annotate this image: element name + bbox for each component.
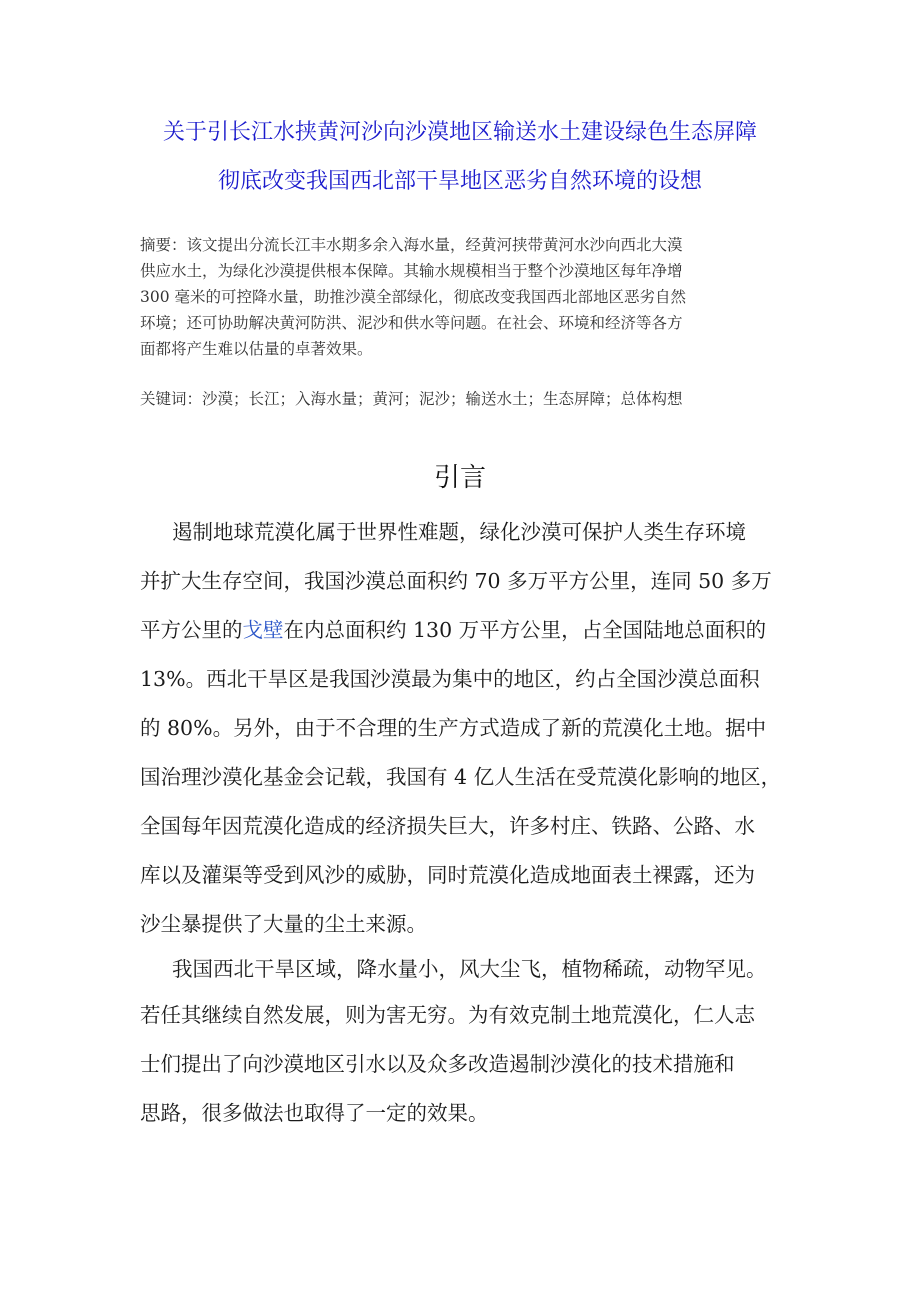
abstract-line: 供应水土，为绿化沙漠提供根本保障。其输水规模相当于整个沙漠地区每年净增 <box>140 262 683 280</box>
paragraph-2-line: 思路，很多做法也取得了一定的效果。 <box>140 1101 489 1125</box>
paragraph-1-line: 沙尘暴提供了大量的尘土来源。 <box>140 912 427 936</box>
keywords: 关键词：沙漠；长江；入海水量；黄河；泥沙；输送水土；生态屏障；总体构想 <box>140 390 683 408</box>
paragraph-2-line: 我国西北干旱区域，降水量小，风大尘飞，植物稀疏，动物罕见。 <box>172 957 767 981</box>
paragraph-1-line <box>140 615 766 645</box>
document-title-line-2: 彻底改变我国西北部干旱地区恶劣自然环境的设想 <box>217 169 702 194</box>
paragraph-1-text: 在内总面积约 130 万平方公里，占全国陆地总面积的 <box>283 618 767 642</box>
paragraph-1-line: 并扩大生存空间，我国沙漠总面积约 70 多万平方公里，连同 50 多万 <box>140 569 772 593</box>
paragraph-2-line: 士们提出了向沙漠地区引水以及众多改造遏制沙漠化的技术措施和 <box>140 1052 735 1076</box>
paragraph-1-line: 的 80%。另外，由于不合理的生产方式造成了新的荒漠化土地。据中 <box>140 716 767 740</box>
gobi-link[interactable]: 戈壁 <box>242 618 284 642</box>
abstract-line: 300 毫米的可控降水量，助推沙漠全部绿化，彻底改变我国西北部地区恶劣自然 <box>140 288 687 306</box>
abstract-line: 摘要：该文提出分流长江丰水期多余入海水量，经黄河挟带黄河水沙向西北大漠 <box>140 236 683 254</box>
paragraph-1-line: 遏制地球荒漠化属于世界性难题，绿化沙漠可保护人类生存环境 <box>172 520 746 544</box>
document-title-line-1: 关于引长江水挟黄河沙向沙漠地区输送水土建设绿色生态屏障 <box>162 120 757 145</box>
paragraph-2-line: 若任其继续自然发展，则为害无穷。为有效克制土地荒漠化，仁人志 <box>140 1003 755 1027</box>
paragraph-1-line: 库以及灌渠等受到风沙的威胁，同时荒漠化造成地面表土裸露，还为 <box>140 863 755 887</box>
paragraph-1-line: 13%。西北干旱区是我国沙漠最为集中的地区，约占全国沙漠总面积 <box>140 667 760 691</box>
paragraph-1-line: 国治理沙漠化基金会记载，我国有 4 亿人生活在受荒漠化影响的地区， <box>140 765 782 789</box>
section-heading-introduction: 引言 <box>433 463 486 493</box>
abstract <box>140 232 785 362</box>
paragraph-1-text: 平方公里的 <box>140 618 243 642</box>
abstract-line: 面都将产生难以估量的卓著效果。 <box>140 340 373 358</box>
paragraph-1-line: 全国每年因荒漠化造成的经济损失巨大，许多村庄、铁路、公路、水 <box>140 814 755 838</box>
abstract-line: 环境；还可协助解决黄河防洪、泥沙和供水等问题。在社会、环境和经济等各方 <box>140 314 683 332</box>
